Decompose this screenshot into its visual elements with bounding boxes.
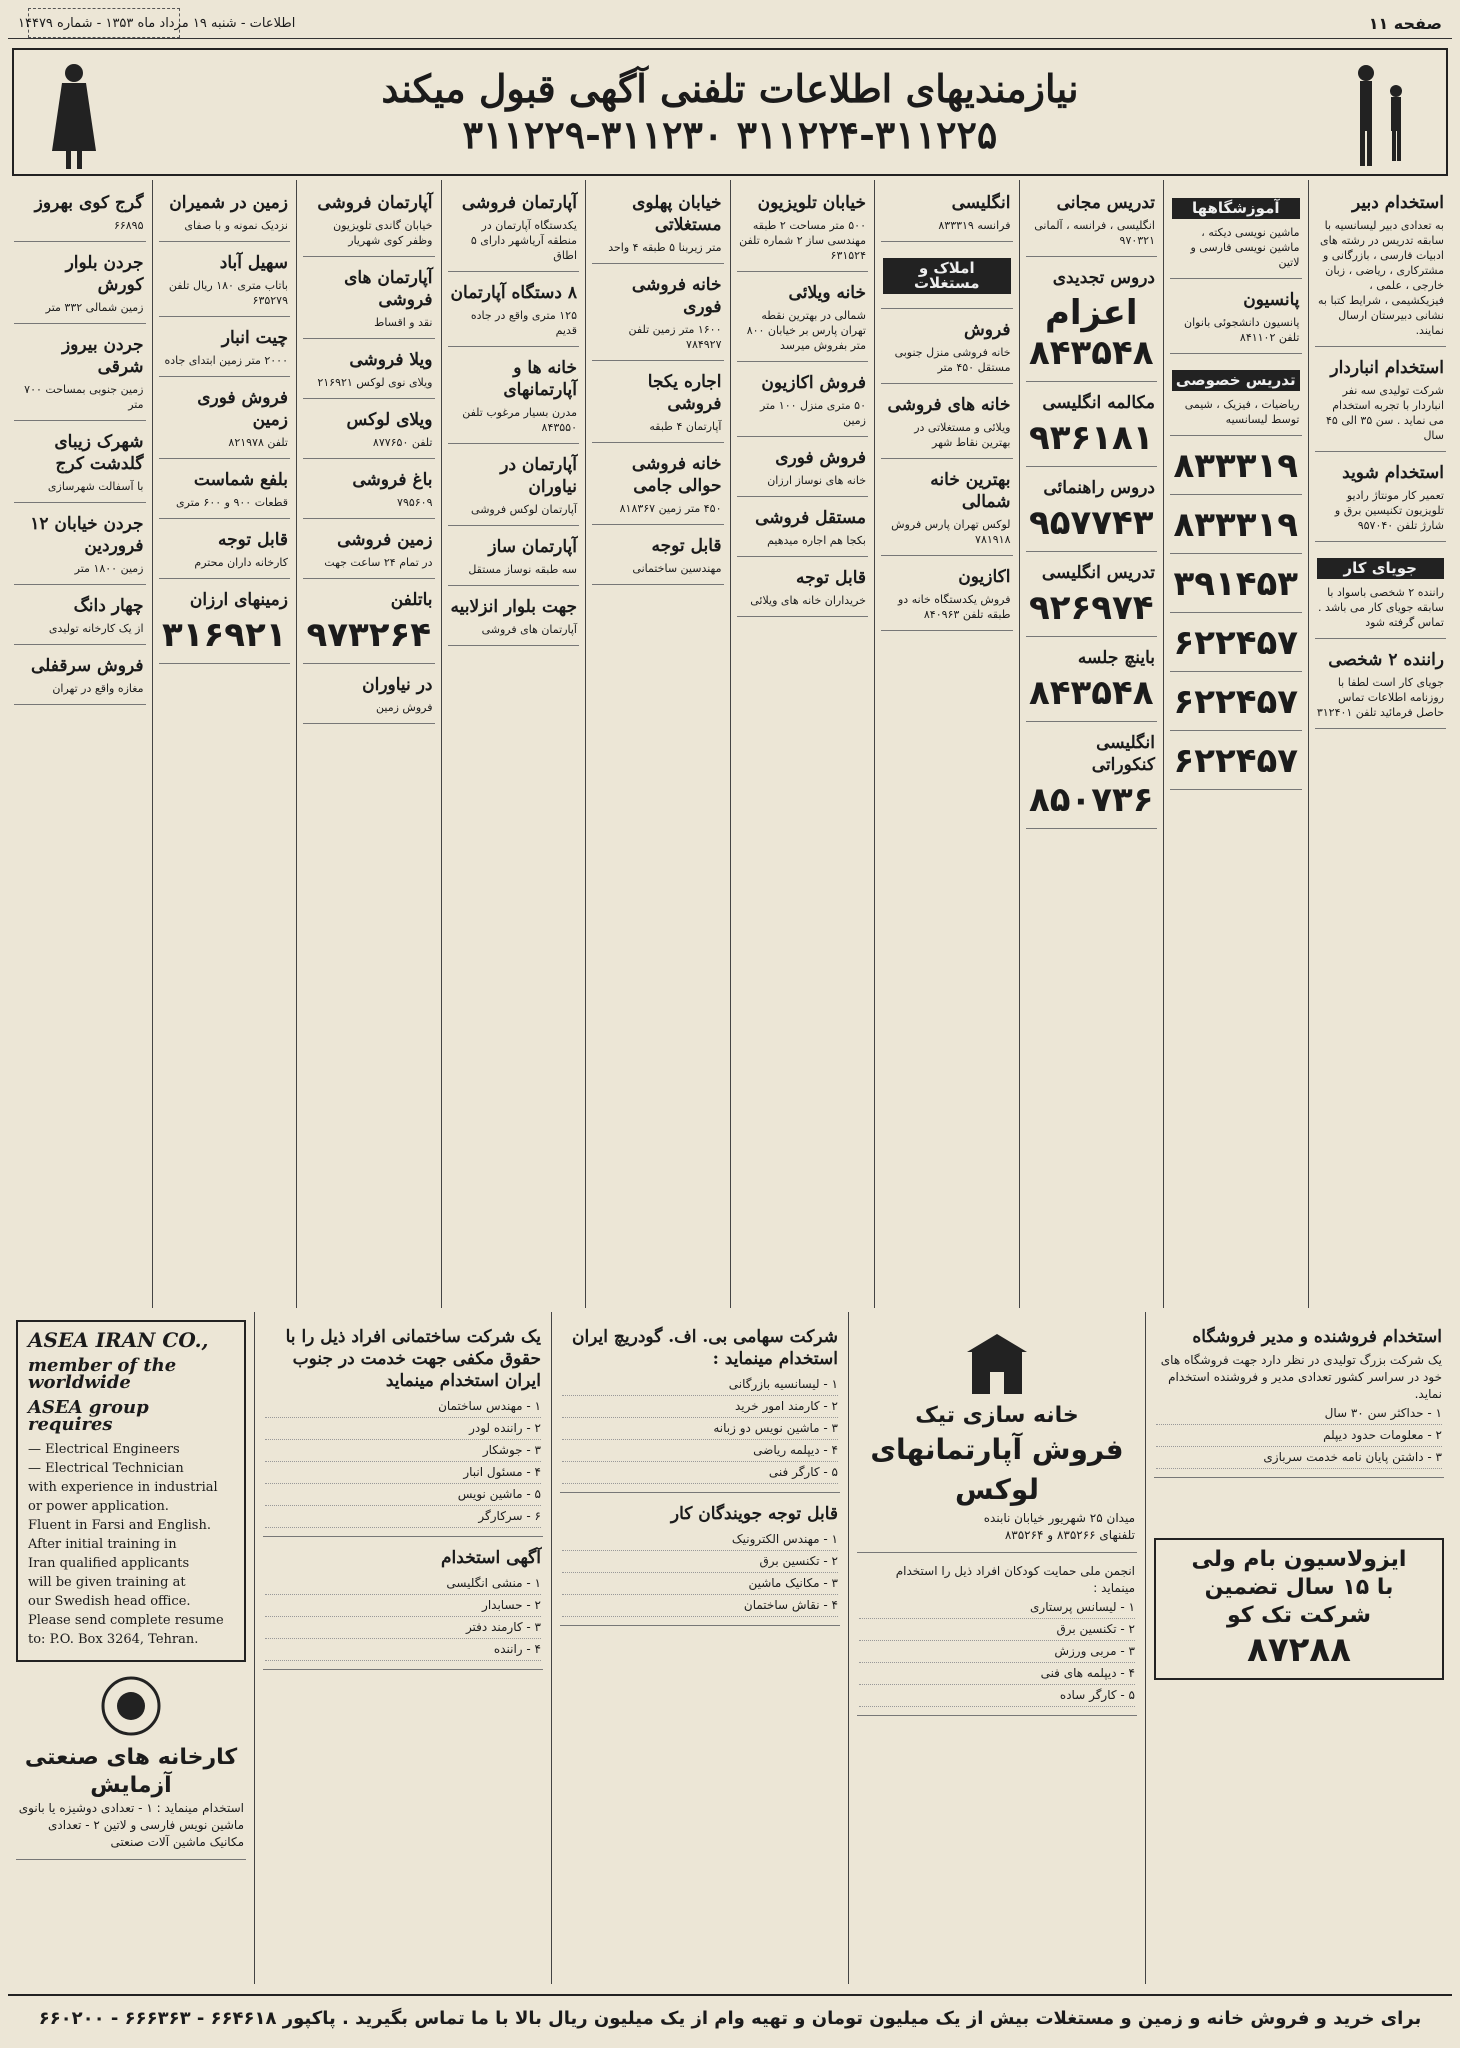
asea-company: ASEA IRAN CO., xyxy=(28,1328,209,1352)
ad-title: پانسیون xyxy=(1243,290,1300,310)
children-society-list xyxy=(859,1597,1135,1707)
classified-ad xyxy=(737,186,869,272)
ad-title: آپارتمان ساز xyxy=(488,537,577,557)
construction-ad-column xyxy=(254,1312,551,1984)
asea-line: — Electrical Engineers xyxy=(28,1442,180,1457)
list-item: ۴ - دیپلمه های فنی xyxy=(859,1663,1135,1685)
classified-ad xyxy=(1026,726,1158,829)
ad-phone: ۹۳۶۱۸۱ xyxy=(1028,418,1154,458)
classified-ad xyxy=(159,246,291,317)
factory-body: استخدام مینماید : ۱ - تعدادی دوشیزه یا بانوی ماشین نویس فارسی و لاتین ۲ - تعدادی مکانیک ماشین آلات صنعتی xyxy=(18,1801,244,1849)
classified-ad xyxy=(1170,499,1302,554)
ad-body: زمین جنوبی بمساحت ۷۰۰ متر xyxy=(24,383,144,411)
ad-title: تدریس خصوصی xyxy=(1172,370,1300,391)
classified-ad xyxy=(737,276,869,362)
classified-ad xyxy=(737,561,869,617)
ad-body: با آسفالت شهرسازی xyxy=(47,480,144,493)
ad-title: جردن بلوار کورش xyxy=(65,253,144,295)
insulation-ad xyxy=(1154,1538,1444,1680)
ad-title: املاک و مستغلات xyxy=(883,258,1011,294)
classified-ad xyxy=(881,560,1013,631)
list-item: ۱ - حداکثر سن ۳۰ سال xyxy=(1156,1403,1442,1425)
ad-title: چهار دانگ xyxy=(73,596,144,616)
classified-ad xyxy=(737,366,869,437)
ad-phone: ۸۴۳۵۴۸ xyxy=(1028,673,1154,713)
classified-ad xyxy=(1170,735,1302,790)
classified-column xyxy=(296,180,441,1308)
classified-ad xyxy=(737,441,869,497)
goodrich-title: شرکت سهامی بی. اف. گودریچ ایران استخدام مینماید : xyxy=(571,1327,838,1369)
classified-ad xyxy=(1315,643,1447,729)
ad-body: در تمام ۲۴ ساعت جهت xyxy=(324,556,433,569)
ad-title: زمین فروشی xyxy=(337,530,433,550)
ad-title: انگلیسی کنکوراتی xyxy=(1091,733,1155,775)
ad-phone: ۳۱۶۹۲۱ xyxy=(161,615,287,655)
classified-ad xyxy=(303,523,435,579)
asea-requires: ASEA group requires xyxy=(28,1397,149,1435)
ad-title: خانه های فروشی xyxy=(887,395,1011,415)
ad-phone: ۶۲۲۴۵۷ xyxy=(1173,682,1298,722)
ad-title: آپارتمان فروشی xyxy=(461,193,577,213)
issue-line: اطلاعات - شنبه ۱۹ مرداد ماه ۱۳۵۳ - شماره ۱۴۴۷۹ xyxy=(18,15,296,31)
classified-ad xyxy=(303,668,435,724)
ad-title: قابل توجه xyxy=(796,568,866,588)
ad-title: تدریس انگلیسی xyxy=(1041,563,1155,583)
ad-title: قابل توجه xyxy=(651,536,722,556)
classified-ad xyxy=(159,321,291,377)
insulation-slogan: با ۱۵ سال تضمین xyxy=(1204,1575,1394,1600)
factory-ad xyxy=(16,1662,246,1860)
ad-phone: ۸۳۳۳۱۹ xyxy=(1173,505,1298,545)
ad-body: خیابان گاندی تلویزیون وظفر کوی شهریار xyxy=(333,219,433,247)
list-item: ۲ - معلومات حدود دیپلم xyxy=(1156,1425,1442,1447)
ad-body: ۵۰ متری منزل ۱۰۰ متر زمین xyxy=(760,399,866,427)
ad-title: جردن خیابان ۱۲ فروردین xyxy=(30,514,144,556)
classified-column xyxy=(730,180,875,1308)
ad-title: مکالمه انگلیسی xyxy=(1042,393,1155,413)
housing-headline: فروش آپارتمانهای لوکس xyxy=(870,1433,1124,1506)
asea-line: Please send complete resume xyxy=(28,1613,224,1628)
banner-phones: ۳۱۱۲۲۴-۳۱۱۲۲۵ ۳۱۱۲۲۹-۳۱۱۲۳۰ xyxy=(462,112,998,157)
classified-ad xyxy=(14,425,146,503)
ad-title: جویای کار xyxy=(1317,558,1445,579)
ad-title: ۸ دستگاه آپارتمان xyxy=(450,283,577,303)
ad-title: دروس راهنمائی xyxy=(1043,478,1155,498)
ad-body: ویلائی و مستغلاتی در بهترین نقاط شهر xyxy=(914,421,1011,449)
children-society-title: انجمن ملی حمایت کودکان افراد ذیل را استخدام مینماید : xyxy=(895,1564,1135,1595)
ad-phone: ۸۵۰۷۳۶ xyxy=(1028,780,1154,820)
housing-phones: تلفنهای ۸۳۵۲۶۶ و ۸۳۵۲۶۴ xyxy=(1004,1528,1135,1542)
children-society-ad xyxy=(857,1557,1137,1716)
classified-ad xyxy=(1315,456,1447,542)
ad-title: خانه فروشی فوری xyxy=(631,275,722,317)
classified-ad xyxy=(1170,440,1302,495)
list-item: ۲ - تکنسین برق xyxy=(562,1551,838,1573)
ad-body: نزدیک نمونه و با صفای xyxy=(184,219,288,232)
list-item: ۳ - کارمند دفتر xyxy=(265,1617,541,1639)
classified-columns xyxy=(8,180,1452,1308)
ad-title: آپارتمان فروشی xyxy=(317,193,433,213)
classified-ad xyxy=(592,365,724,443)
ad-body: از یک کارخانه تولیدی xyxy=(48,622,144,635)
housing-ad xyxy=(857,1320,1137,1553)
ad-title: باغ فروشی xyxy=(352,470,433,490)
list-item: ۳ - جوشکار xyxy=(265,1440,541,1462)
classified-ad xyxy=(592,447,724,525)
classified-ad xyxy=(592,186,724,264)
ad-phone: ۸۴۳۵۴۸ xyxy=(1028,333,1154,373)
list-item: ۴ - مسئول انبار xyxy=(265,1462,541,1484)
classified-ad xyxy=(881,313,1013,384)
job-seekers-list xyxy=(562,1529,838,1617)
classified-ad xyxy=(159,583,291,664)
ad-title: در نیاوران xyxy=(362,675,433,695)
ad-title: چیت انبار xyxy=(221,328,288,348)
sales-ad xyxy=(1154,1320,1444,1478)
ad-title: خانه ها و آپارتمانهای xyxy=(503,358,577,400)
list-item: ۳ - ماشین نویس دو زبانه xyxy=(562,1418,838,1440)
classified-banner xyxy=(12,48,1448,176)
asea-line: After initial training in xyxy=(28,1537,177,1552)
classified-ad xyxy=(303,186,435,257)
goodrich-ad xyxy=(560,1320,840,1493)
ad-body: به تعدادی دبیر لیسانسیه با سابقه تدریس در رشته های ادبیات فارسی ، بازرگانی و مشترکاری ، ریاضی ، زبان خارجی ، علمی ، فیزیکشیمی ، شرایط کتبا به نشانی دبیرستان ارسال نمایند. xyxy=(1317,219,1444,337)
ad-phone: ۶۲۲۴۵۷ xyxy=(1173,623,1298,663)
asea-line: or power application. xyxy=(28,1499,169,1514)
factory-emblem-icon xyxy=(18,1676,244,1736)
ad-title: قابل توجه xyxy=(218,530,288,550)
factory-title: کارخانه های صنعتی آزمایش xyxy=(24,1745,238,1798)
classified-ad xyxy=(592,268,724,361)
classified-column xyxy=(1019,180,1164,1308)
insulation-title: ایزولاسیون بام ولی xyxy=(1191,1547,1407,1572)
classified-ad xyxy=(159,463,291,519)
woman-figure-icon xyxy=(14,53,134,171)
ad-body: خریداران خانه های ویلائی xyxy=(750,594,866,607)
classified-column xyxy=(1308,180,1453,1308)
classified-column xyxy=(152,180,297,1308)
goodrich-list xyxy=(562,1374,838,1484)
asea-ad xyxy=(16,1320,246,1662)
ad-body: زمین ۱۸۰۰ متر xyxy=(74,562,144,575)
list-item: ۵ - کارگر ساده xyxy=(859,1685,1135,1707)
ad-title: آموزشگاهها xyxy=(1172,198,1300,219)
construction-list xyxy=(265,1396,541,1528)
classified-ad xyxy=(881,463,1013,556)
asea-line: with experience in industrial xyxy=(28,1480,218,1495)
ad-body: فروش زمین xyxy=(376,701,433,714)
classified-ad xyxy=(881,246,1013,309)
ad-body: کارخانه داران محترم xyxy=(194,556,288,569)
classified-ad xyxy=(1315,186,1447,347)
list-item: ۴ - نقاش ساختمان xyxy=(562,1595,838,1617)
ad-title: راننده ۲ شخصی xyxy=(1328,650,1444,670)
classified-ad xyxy=(14,507,146,585)
ad-title: آپارتمان در نیاوران xyxy=(500,455,577,497)
classified-column xyxy=(874,180,1019,1308)
ad-body: آپارتمان لوکس فروشی xyxy=(471,503,577,516)
ad-title: فروش فوری زمین xyxy=(197,388,288,430)
classified-ad xyxy=(1026,641,1158,722)
ad-title: باینچ جلسه xyxy=(1077,648,1155,668)
classified-ad xyxy=(881,186,1013,242)
classified-ad xyxy=(448,351,580,444)
list-item: ۱ - منشی انگلیسی xyxy=(265,1573,541,1595)
asea-line: Fluent in Farsi and English. xyxy=(28,1518,211,1533)
ad-title: خانه فروشی حوالی جامی xyxy=(631,454,722,496)
asea-line: our Swedish head office. xyxy=(28,1594,191,1609)
asea-line: — Electrical Technician xyxy=(28,1461,184,1476)
ad-body: ۵۰۰ متر مساحت ۲ طبقه مهندسی ساز ۲ شماره تلفن ۶۳۱۵۲۴ xyxy=(739,219,866,262)
sales-ad-body: یک شرکت بزرگ تولیدی در نظر دارد جهت فروشگاه های خود در سراسر کشور تعدادی مدیر و فروشنده استخدام نماید. xyxy=(1160,1353,1442,1401)
classified-ad xyxy=(448,448,580,526)
classified-ad xyxy=(448,530,580,586)
ad-title: خیابان تلویزیون xyxy=(757,193,866,213)
family-figure-icon xyxy=(1326,53,1446,171)
classified-ad xyxy=(1026,386,1158,467)
classified-ad xyxy=(303,403,435,459)
classified-ad xyxy=(159,523,291,579)
classified-ad xyxy=(448,186,580,272)
ad-body: ۴۵۰ متر زمین ۸۱۸۳۶۷ xyxy=(619,502,722,515)
ad-body: ۲۰۰۰ متر زمین ابتدای جاده xyxy=(164,354,288,367)
ad-title: بلفع شماست xyxy=(193,470,288,490)
classified-column xyxy=(585,180,730,1308)
classified-ad xyxy=(14,589,146,645)
ad-title: بهترین خانه شمالی xyxy=(930,470,1011,512)
ad-body: خانه های نوساز ارزان xyxy=(767,474,866,487)
classified-ad xyxy=(1170,283,1302,354)
ad-title: فروش فوری xyxy=(775,448,866,468)
ad-title: اجاره یکجا فروشی xyxy=(647,372,722,414)
classified-ad xyxy=(1170,186,1302,279)
ad-phone: ۶۲۲۴۵۷ xyxy=(1173,741,1298,781)
ad-body: متر زیربنا ۵ طبقه ۴ واحد xyxy=(608,241,722,254)
newspaper-page xyxy=(8,8,1452,2040)
classified-ad xyxy=(1170,676,1302,731)
classified-ad xyxy=(159,381,291,459)
classified-ad xyxy=(448,590,580,646)
list-item: ۳ - مربی ورزش xyxy=(859,1641,1135,1663)
ad-body: ۶۶۸۹۵ xyxy=(113,219,144,232)
ad-title: سهیل آباد xyxy=(219,253,288,273)
list-item: ۶ - سرکارگر xyxy=(265,1506,541,1528)
classified-ad xyxy=(303,463,435,519)
classified-ad xyxy=(1170,358,1302,436)
list-item: ۱ - مهندس ساختمان xyxy=(265,1396,541,1418)
ad-body: مهندسین ساختمانی xyxy=(632,562,722,575)
construction-title: یک شرکت ساختمانی افراد ذیل را با حقوق مکفی جهت خدمت در جنوب ایران استخدام مینماید xyxy=(285,1327,541,1391)
ad-title: مستقل فروشی xyxy=(755,508,866,528)
ad-title: فروش سرقفلی xyxy=(30,656,144,676)
ad-body: مدرن بسیار مرغوب تلفن ۸۴۳۵۵۰ xyxy=(462,406,577,434)
ad-body: انگلیسی ، فرانسه ، آلمانی ۹۷۰۳۲۱ xyxy=(1034,219,1155,247)
ad-body: آپارتمان ۴ طبقه xyxy=(649,420,722,433)
sales-conditions xyxy=(1156,1403,1442,1469)
ad-body: پانسیون دانشجوئی بانوان تلفن ۸۴۱۱۰۲ xyxy=(1184,316,1300,344)
list-item: ۱ - مهندس الکترونیک xyxy=(562,1529,838,1551)
goodrich-ad-column xyxy=(551,1312,848,1984)
list-item: ۳ - داشتن پایان نامه خدمت سربازی xyxy=(1156,1447,1442,1469)
ad-title: استخدام دبیر xyxy=(1352,193,1444,213)
list-item: ۵ - کارگر فنی xyxy=(562,1462,838,1484)
ad-body: لوکس تهران پارس فروش ۷۸۱۹۱۸ xyxy=(891,518,1011,546)
ad-title: تدریس مجانی xyxy=(1056,193,1155,213)
ad-body: مغازه واقع در تهران xyxy=(52,682,144,695)
ad-body: تلفن ۸۷۷۶۵۰ xyxy=(372,436,433,449)
asea-ad-column xyxy=(8,1312,254,1984)
classified-ad xyxy=(1026,556,1158,637)
employment-title: آگهی استخدام xyxy=(441,1548,541,1568)
ad-body: شرکت تولیدی سه نفر انباردار با تجربه استخدام می نماید . سن ۳۵ الی ۴۵ سال xyxy=(1326,384,1444,442)
ad-body: آپارتمان های فروشی xyxy=(481,623,577,636)
classified-ad xyxy=(303,583,435,664)
banner-title xyxy=(134,66,1326,158)
classified-column xyxy=(8,180,152,1308)
ad-body: فروش یکدستگاه خانه دو طبقه تلفن ۸۴۰۹۶۳ xyxy=(897,593,1011,621)
ad-title: جردن بیروز شرقی xyxy=(61,335,144,377)
ad-title: ویلا فروشی xyxy=(349,350,433,370)
ad-title: فروش xyxy=(964,320,1011,340)
ad-title: ویلای لوکس xyxy=(346,410,433,430)
classified-ad xyxy=(1026,186,1158,257)
ad-title: استخدام انباردار xyxy=(1330,358,1444,378)
ad-body: ریاضیات ، فیزیک ، شیمی توسط لیسانسیه xyxy=(1184,398,1300,426)
sales-ad-title: استخدام فروشنده و مدیر فروشگاه xyxy=(1192,1327,1442,1347)
ad-body: یکدستگاه آپارتمان در منطقه آریاشهر دارای ۵ اطاق xyxy=(470,219,577,262)
ad-body: سه طبقه نوساز مستقل xyxy=(468,563,577,576)
asea-line: will be given training at xyxy=(28,1575,186,1590)
ad-title: باتلفن xyxy=(390,590,433,610)
classified-column xyxy=(441,180,586,1308)
list-item: ۲ - راننده لودر xyxy=(265,1418,541,1440)
classified-ad xyxy=(1170,617,1302,672)
page-header xyxy=(8,8,1452,39)
ad-title: استخدام شوید xyxy=(1342,463,1444,483)
classified-ad xyxy=(881,388,1013,459)
list-item: ۴ - راننده xyxy=(265,1639,541,1661)
ad-title: زمین در شمیران xyxy=(169,193,288,213)
classified-ad xyxy=(1026,471,1158,552)
classified-ad xyxy=(1026,261,1158,382)
ad-title: جهت بلوار انزلابیه xyxy=(450,597,577,617)
ad-body: فرانسه ۸۳۳۳۱۹ xyxy=(938,219,1011,232)
asea-line: to: P.O. Box 3264, Tehran. xyxy=(28,1632,199,1647)
list-item: ۲ - کارمند امور خرید xyxy=(562,1396,838,1418)
ad-body: تلفن ۸۲۱۹۷۸ xyxy=(228,436,288,449)
ad-title: دروس تجدیدی xyxy=(1052,268,1155,288)
classified-ad xyxy=(1315,546,1447,639)
housing-address: میدان ۲۵ شهریور خیابان نابنده xyxy=(983,1511,1135,1525)
classified-ad xyxy=(303,261,435,339)
ad-title: فروش اکازیون xyxy=(761,373,866,393)
classified-ad xyxy=(592,529,724,585)
page-number: صفحه ۱۱ xyxy=(1368,13,1442,33)
ad-body: نقد و اقساط xyxy=(374,316,433,329)
ad-phone: ۳۹۱۴۵۳ xyxy=(1173,564,1298,604)
ad-headline: اعزام xyxy=(1044,293,1138,333)
insulation-phone: ۸۷۲۸۸ xyxy=(1247,1630,1351,1670)
classified-ad xyxy=(1170,558,1302,613)
ad-body: تعمیر کار مونتاژ رادیو تلویزیون تکنیسین برق و شارژ تلفن ۹۵۷۰۴۰ xyxy=(1334,489,1444,532)
housing-ad-column xyxy=(848,1312,1145,1984)
ad-title: شهرک زیبای گلدشت کرج xyxy=(54,432,144,474)
ad-body: خانه فروشی منزل جنوبی مستقل ۴۵۰ متر xyxy=(894,346,1011,374)
ad-body: ویلای نوی لوکس ۲۱۶۹۲۱ xyxy=(317,376,433,389)
list-item: ۱ - لیسانس پرستاری xyxy=(859,1597,1135,1619)
ad-body: جویای کار است لطفا با روزنامه اطلاعات تماس حاصل فرمائید تلفن ۳۱۲۴۰۱ xyxy=(1316,676,1444,719)
classified-ad xyxy=(303,343,435,399)
ad-body: ۱۲۵ متری واقع در جاده قدیم xyxy=(470,309,577,337)
classified-ad xyxy=(159,186,291,242)
classified-ad xyxy=(448,276,580,347)
list-item: ۳ - مکانیک ماشین xyxy=(562,1573,838,1595)
ad-phone: ۸۳۳۳۱۹ xyxy=(1173,446,1298,486)
building-logo-icon xyxy=(859,1334,1135,1394)
list-item: ۲ - حسابدار xyxy=(265,1595,541,1617)
ad-body: شمالی در بهترین نقطه تهران پارس بر خیابان ۸۰۰ متر بفروش میرسد xyxy=(746,309,866,352)
footer-ad xyxy=(8,1994,1452,2040)
classified-ad xyxy=(14,246,146,324)
ad-body: ۷۹۵۶۰۹ xyxy=(397,496,433,509)
classified-ad xyxy=(14,186,146,242)
ad-title: اکازیون xyxy=(958,567,1011,587)
asea-member: member of the worldwide xyxy=(28,1355,177,1393)
job-seekers-title: قابل توجه جویندگان کار xyxy=(670,1504,838,1524)
lower-ads xyxy=(8,1312,1452,1984)
job-seekers-ad xyxy=(560,1497,840,1626)
list-item: ۱ - لیسانسیه بازرگانی xyxy=(562,1374,838,1396)
ad-title: خانه ویلائی xyxy=(788,283,866,303)
banner-title-line1: نیازمندیهای اطلاعات تلفنی آگهی قبول میکند xyxy=(381,66,1079,111)
list-item: ۴ - دیپلمه ریاضی xyxy=(562,1440,838,1462)
housing-brand: خانه سازی تیک xyxy=(915,1403,1079,1428)
ad-body: قطعات ۹۰۰ و ۶۰۰ متری xyxy=(176,496,288,509)
ad-body: راننده ۲ شخصی باسواد با سابقه جویای کار می باشد . تماس گرفته شود xyxy=(1318,586,1444,629)
asea-line: Iran qualified applicants xyxy=(28,1556,190,1571)
ad-body: بکجا هم اجاره میدهیم xyxy=(767,534,866,547)
ad-phone: ۹۷۳۲۶۴ xyxy=(306,615,431,655)
ad-body: زمین شمالی ۳۳۲ متر xyxy=(45,301,144,314)
sales-ad-column xyxy=(1145,1312,1452,1984)
ad-title: خیابان پهلوی مستغلاتی xyxy=(632,193,722,235)
classified-column xyxy=(1163,180,1308,1308)
classified-ad xyxy=(737,501,869,557)
classified-ad xyxy=(14,328,146,421)
list-item: ۵ - ماشین نویس xyxy=(265,1484,541,1506)
ad-title: آپارتمان های فروشی xyxy=(344,268,433,310)
ad-body: ۱۶۰۰ متر زمین تلفن ۷۸۴۹۲۷ xyxy=(628,323,722,351)
list-item: ۲ - تکنسین برق xyxy=(859,1619,1135,1641)
ad-phone: ۹۲۶۹۷۴ xyxy=(1028,588,1154,628)
ad-phone: ۹۵۷۷۴۳ xyxy=(1028,503,1154,543)
ad-title: گرج کوی بهروز xyxy=(34,193,144,213)
footer-text: برای خرید و فروش خانه و زمین و مستغلات بیش از یک میلیون تومان و تهیه وام از یک میلیون ریال بالا با ما تماس بگیرید . پاکپور ۶۶۴۶۱۸ - ۶۶۶۳۶۳ - ۶۶۰۲۰۰ xyxy=(38,2007,1422,2029)
classified-ad xyxy=(1315,351,1447,452)
employment-list xyxy=(265,1573,541,1661)
classified-ad xyxy=(14,649,146,705)
construction-ad xyxy=(263,1320,543,1537)
ad-body: باتاب متری ۱۸۰ ریال تلفن ۶۳۵۲۷۹ xyxy=(168,279,288,307)
ad-title: انگلیسی xyxy=(951,193,1011,213)
ad-body: ماشین نویسی دیکته ، ماشین نویسی فارسی و لاتین xyxy=(1190,226,1300,269)
insulation-company: شرکت تک کو xyxy=(1226,1603,1372,1628)
employment-ad xyxy=(263,1541,543,1670)
ad-title: زمینهای ارزان xyxy=(189,590,288,610)
